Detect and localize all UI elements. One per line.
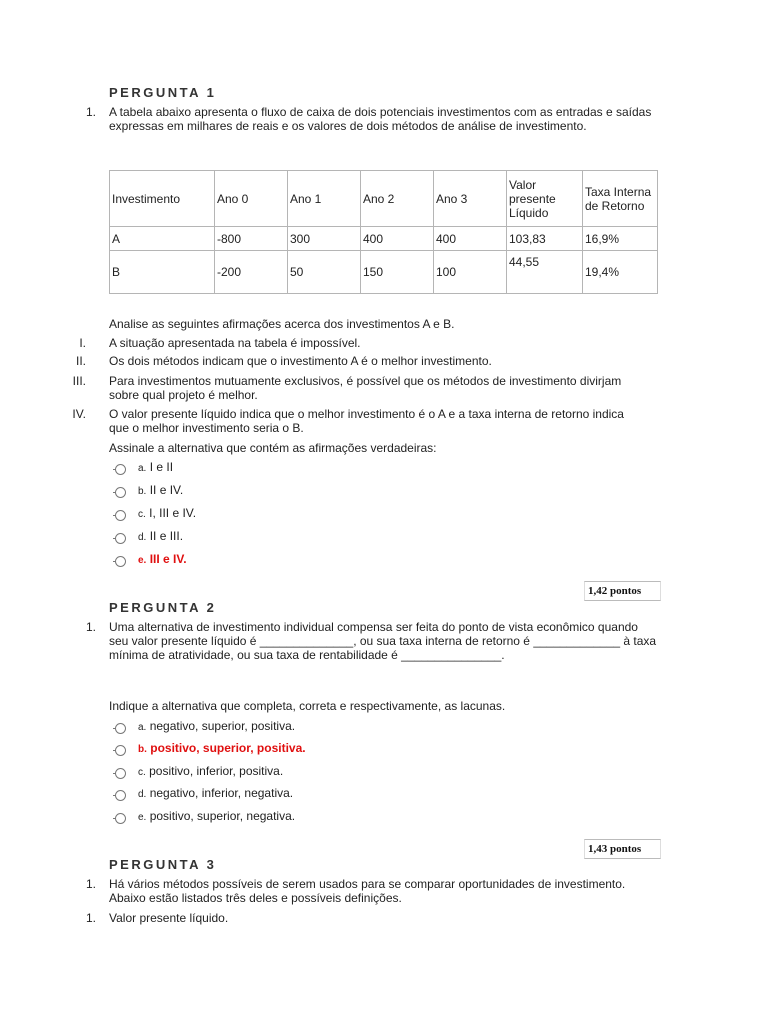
question-3-item-number: 1. bbox=[85, 911, 96, 925]
option-letter: e. bbox=[138, 555, 147, 566]
option-text: II e III. bbox=[149, 529, 184, 543]
table-cell: -200 bbox=[215, 251, 288, 294]
question-1-number: 1. bbox=[85, 105, 96, 119]
option-text: positivo, superior, positiva. bbox=[150, 741, 306, 755]
question-3-number: 1. bbox=[85, 877, 96, 891]
statement-text: Os dois métodos indicam que o investimento A é o melhor investimento. bbox=[109, 354, 492, 368]
statement-number: II. bbox=[75, 354, 86, 368]
option-letter: c. bbox=[138, 509, 146, 520]
question-2-number: 1. bbox=[85, 620, 96, 634]
option-letter: a. bbox=[138, 722, 147, 733]
statement-text: Para investimentos mutuamente exclusivos, é possível que os métodos de investimento divirjam sobre qual projeto é melhor. bbox=[109, 374, 622, 402]
option-e[interactable] bbox=[138, 809, 295, 825]
investment-table bbox=[109, 170, 658, 294]
option-letter: b. bbox=[138, 486, 147, 497]
option-text: positivo, superior, negativa. bbox=[149, 809, 296, 823]
option-a-radio[interactable] bbox=[115, 723, 126, 734]
option-a-radio[interactable] bbox=[115, 464, 126, 475]
option-d[interactable] bbox=[138, 529, 183, 545]
table-cell: 400 bbox=[361, 227, 434, 251]
option-e-radio[interactable] bbox=[115, 556, 126, 567]
option-letter: c. bbox=[138, 767, 146, 778]
option-b[interactable] bbox=[138, 483, 183, 499]
table-header-row bbox=[110, 171, 658, 227]
option-b-radio[interactable] bbox=[115, 487, 126, 498]
option-a[interactable] bbox=[138, 460, 173, 476]
table-header-cell: Taxa Interna de Retorno bbox=[583, 171, 658, 227]
table-cell: 103,83 bbox=[507, 227, 583, 251]
statements-intro: Analise as seguintes afirmações acerca dos investimentos A e B. bbox=[109, 317, 455, 331]
table-cell: 16,9% bbox=[583, 227, 658, 251]
statement-text: A situação apresentada na tabela é impossível. bbox=[109, 336, 361, 350]
question-1-title: PERGUNTA 1 bbox=[109, 85, 217, 100]
statement-text: O valor presente líquido indica que o melhor investimento é o A e a taxa interna de retorno indica que o melhor investimento seria o B. bbox=[109, 407, 624, 435]
option-letter: a. bbox=[138, 463, 147, 474]
statement-number: III. bbox=[72, 374, 86, 388]
statement-number: I. bbox=[79, 336, 86, 350]
table-header-cell: Ano 0 bbox=[215, 171, 288, 227]
question-3-title: PERGUNTA 3 bbox=[109, 857, 217, 872]
option-letter: d. bbox=[138, 789, 147, 800]
table-cell: 300 bbox=[288, 227, 361, 251]
table-header-cell: Ano 2 bbox=[361, 171, 434, 227]
option-c-radio[interactable] bbox=[115, 768, 126, 779]
table-cell: 44,55 bbox=[507, 251, 583, 294]
option-b-correct[interactable] bbox=[138, 741, 306, 757]
table-cell: 19,4% bbox=[583, 251, 658, 294]
question-2-stem: Uma alternativa de investimento individual compensa ser feita do ponto de vista econômico quando seu valor presente líquido é ______________, ou sua taxa interna de retorno é _____________ à taxa mínima de atratividade, ou sua taxa de rentabilidade é _______________. bbox=[109, 620, 657, 662]
table-cell: A bbox=[110, 227, 215, 251]
table-header-cell: Valor presente Líquido bbox=[507, 171, 583, 227]
option-c[interactable] bbox=[138, 764, 283, 780]
table-header-cell: Investimento bbox=[110, 171, 215, 227]
question-2-title: PERGUNTA 2 bbox=[109, 600, 217, 615]
option-letter: b. bbox=[138, 744, 147, 755]
option-c-radio[interactable] bbox=[115, 510, 126, 521]
points-badge: 1,42 pontos bbox=[584, 581, 661, 601]
table-cell: 100 bbox=[434, 251, 507, 294]
statement-number: IV. bbox=[72, 407, 86, 421]
option-d-radio[interactable] bbox=[115, 533, 126, 544]
table-cell: 400 bbox=[434, 227, 507, 251]
option-text: negativo, inferior, negativa. bbox=[149, 786, 294, 800]
option-c[interactable] bbox=[138, 506, 196, 522]
question-1-prompt: Assinale a alternativa que contém as afirmações verdadeiras: bbox=[109, 441, 437, 455]
table-header-cell: Ano 3 bbox=[434, 171, 507, 227]
option-text: negativo, superior, positiva. bbox=[149, 719, 296, 733]
table-row bbox=[110, 251, 658, 294]
option-letter: e. bbox=[138, 812, 147, 823]
option-text: I, III e IV. bbox=[149, 506, 197, 520]
table-row bbox=[110, 227, 658, 251]
option-d-radio[interactable] bbox=[115, 790, 126, 801]
option-text: positivo, inferior, positiva. bbox=[149, 764, 284, 778]
table-header-cell: Ano 1 bbox=[288, 171, 361, 227]
table-cell: 150 bbox=[361, 251, 434, 294]
option-text: I e II bbox=[149, 460, 174, 474]
option-text: III e IV. bbox=[149, 552, 187, 566]
points-badge: 1,43 pontos bbox=[584, 839, 661, 859]
table-cell: -800 bbox=[215, 227, 288, 251]
table-cell: 50 bbox=[288, 251, 361, 294]
option-d[interactable] bbox=[138, 786, 293, 802]
table-cell: B bbox=[110, 251, 215, 294]
option-letter: d. bbox=[138, 532, 147, 543]
option-b-radio[interactable] bbox=[115, 745, 126, 756]
question-2-prompt: Indique a alternativa que completa, correta e respectivamente, as lacunas. bbox=[109, 699, 506, 713]
option-e-correct[interactable] bbox=[138, 552, 187, 568]
question-3-stem: Há vários métodos possíveis de serem usados para se comparar oportunidades de investimento. Abaixo estão listados três deles e possíveis definições. bbox=[109, 877, 626, 905]
option-text: II e IV. bbox=[149, 483, 184, 497]
option-e-radio[interactable] bbox=[115, 813, 126, 824]
question-1-stem: A tabela abaixo apresenta o fluxo de caixa de dois potenciais investimentos com as entradas e saídas expressas em milhares de reais e os valores de dois métodos de análise de investimento. bbox=[109, 105, 652, 133]
option-a[interactable] bbox=[138, 719, 295, 735]
question-3-item-text: Valor presente líquido. bbox=[109, 911, 229, 925]
